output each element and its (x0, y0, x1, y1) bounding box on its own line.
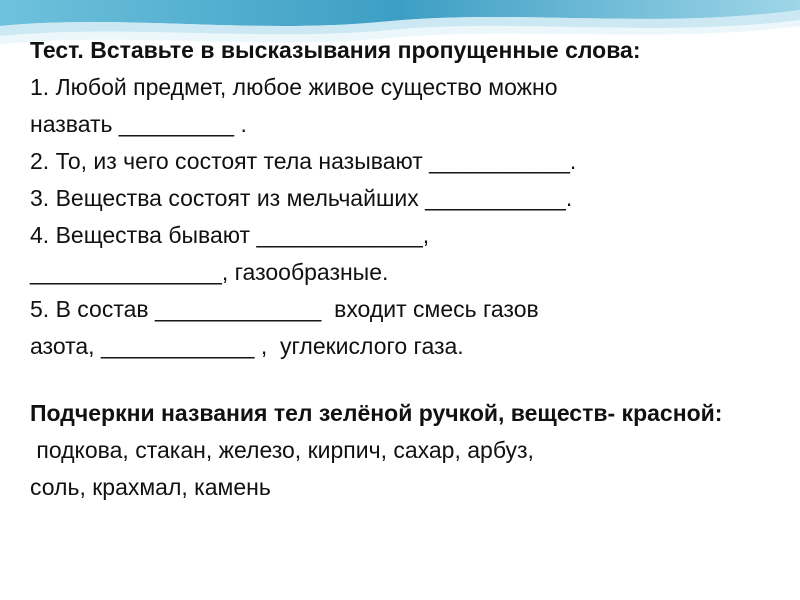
text-content (30, 32, 770, 506)
test-line: _______________, газообразные. (30, 259, 389, 285)
test-line: 3. Вещества состоят из мельчайших ___________. (30, 185, 573, 211)
test-line: 4. Вещества бывают _____________, (30, 222, 430, 248)
test-line: 2. То, из чего состоят тела называют ___________. (30, 148, 577, 174)
test-line: назвать _________ . (30, 111, 247, 137)
test-heading: Тест. Вставьте в высказывания пропущенные слова: (30, 37, 641, 63)
test-line: 5. В состав _____________ входит смесь газов (30, 296, 539, 322)
task2-line: подкова, стакан, железо, кирпич, сахар, арбуз, (30, 437, 534, 463)
test-line: 1. Любой предмет, любое живое существо можно (30, 74, 558, 100)
test-line: азота, ____________ , углекислого газа. (30, 333, 464, 359)
spacer (30, 365, 770, 395)
task2-line: соль, крахмал, камень (30, 474, 271, 500)
task2-heading: Подчеркни названия тел зелёной ручкой, веществ- красной: (30, 400, 723, 426)
